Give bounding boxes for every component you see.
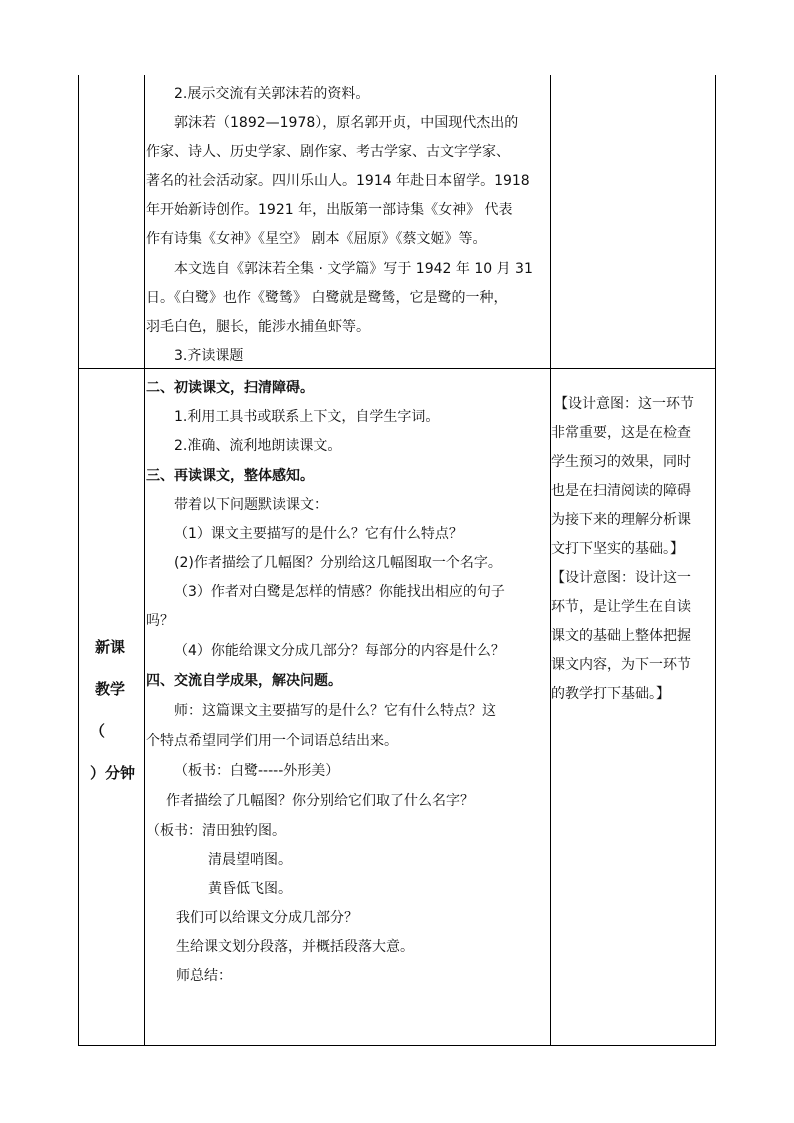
section1-line: 作家、诗人、历史学家、剧作家、考古学家、古文字学家、 [146, 144, 510, 160]
heading-second-reading: 三、再读课文，整体感知。 [146, 468, 314, 484]
table-row-divider [78, 368, 716, 369]
label-line-4: ）分钟 [90, 764, 136, 782]
question-3: （3）作者对白鹭是怎样的情感？你能找出相应的句子 [174, 584, 505, 600]
note-line: 为接下来的理解分析课 [551, 512, 691, 528]
teacher-line-continued: 个特点希望同学们用一个词语总结出来。 [146, 733, 398, 749]
label-line-3: （ [90, 722, 106, 740]
section1-line: 羽毛白色，腿长，能涉水捕鱼虾等。 [146, 319, 370, 335]
board-note: 黄昏低飞图。 [208, 881, 292, 897]
teacher-line: 师：这篇课文主要描写的是什么？它有什么特点？这 [174, 703, 496, 719]
section1-line: 年开始新诗创作。1921 年，出版第一部诗集《女神》 代表 [146, 202, 513, 218]
section1-line: 本文选自《郭沫若全集 · 文学篇》写于 1942 年 10 月 31 [174, 261, 533, 277]
question-4: （4）你能给课文分成几部分？每部分的内容是什么？ [174, 643, 505, 659]
label-line-1: 新课 [95, 638, 126, 656]
teacher-line: 生给课文划分段落，并概括段落大意。 [176, 939, 414, 955]
board-note: （板书：清田独钓图。 [146, 823, 286, 839]
note-line: 文打下坚实的基础。】 [551, 541, 684, 557]
section1-line: 2.展示交流有关郭沫若的资料。 [174, 86, 370, 102]
table-border-right [715, 75, 716, 1046]
section1-line: 3.齐读课题 [174, 348, 244, 364]
questions-intro: 带着以下问题默读课文： [174, 497, 328, 513]
note-line: 环节，是让学生在自读 [551, 599, 691, 615]
table-border-bottom [78, 1045, 716, 1046]
section1-line: 著名的社会活动家。四川乐山人。1914 年赴日本留学。1918 [146, 173, 530, 189]
label-line-2: 教学 [95, 680, 126, 698]
note-line: 的教学打下基础。】 [551, 686, 670, 702]
note-line: 课文的基础上整体把握 [551, 628, 691, 644]
note-line: 课文内容，为下一环节 [551, 657, 691, 673]
list-item: 1.利用工具书或联系上下文，自学生字词。 [174, 409, 440, 425]
note-line: 【设计意图：这一环节 [554, 396, 694, 412]
table-column-divider-1 [144, 75, 145, 1046]
section1-line: 作有诗集《女神》《星空》 剧本《屈原》《蔡文姬》等。 [146, 231, 487, 247]
teacher-line: 师总结： [176, 968, 232, 984]
teacher-line: 作者描绘了几幅图？你分别给它们取了什么名字？ [166, 793, 474, 809]
list-item: 2.准确、流利地朗读课文。 [174, 438, 342, 454]
board-note: 清晨望哨图。 [208, 852, 292, 868]
table-border-left [78, 75, 79, 1046]
section1-line: 郭沫若（1892—1978），原名郭开贞，中国现代杰出的 [174, 115, 519, 131]
table-column-divider-2 [550, 75, 551, 1046]
note-line: 也是在扫清阅读的障碍 [551, 483, 691, 499]
note-line: 【设计意图：设计这一 [551, 570, 691, 586]
question-2: (2)作者描绘了几幅图？分别给这几幅图取一个名字。 [174, 555, 502, 571]
board-note: （板书：白鹭-----外形美） [174, 763, 340, 779]
question-1: （1）课文主要描写的是什么？它有什么特点？ [174, 526, 463, 542]
question-3-continued: 吗？ [146, 613, 174, 629]
heading-first-reading: 二、初读课文，扫清障碍。 [146, 380, 314, 396]
heading-discussion: 四、交流自学成果，解决问题。 [146, 673, 342, 689]
teacher-line: 我们可以给课文分成几部分？ [176, 910, 358, 926]
note-line: 学生预习的效果，同时 [551, 454, 691, 470]
section1-line: 日。《白鹭》也作《鹭鸶》 白鹭就是鹭鸶，它是鹭的一种， [146, 290, 508, 306]
note-line: 非常重要，这是在检查 [551, 425, 691, 441]
